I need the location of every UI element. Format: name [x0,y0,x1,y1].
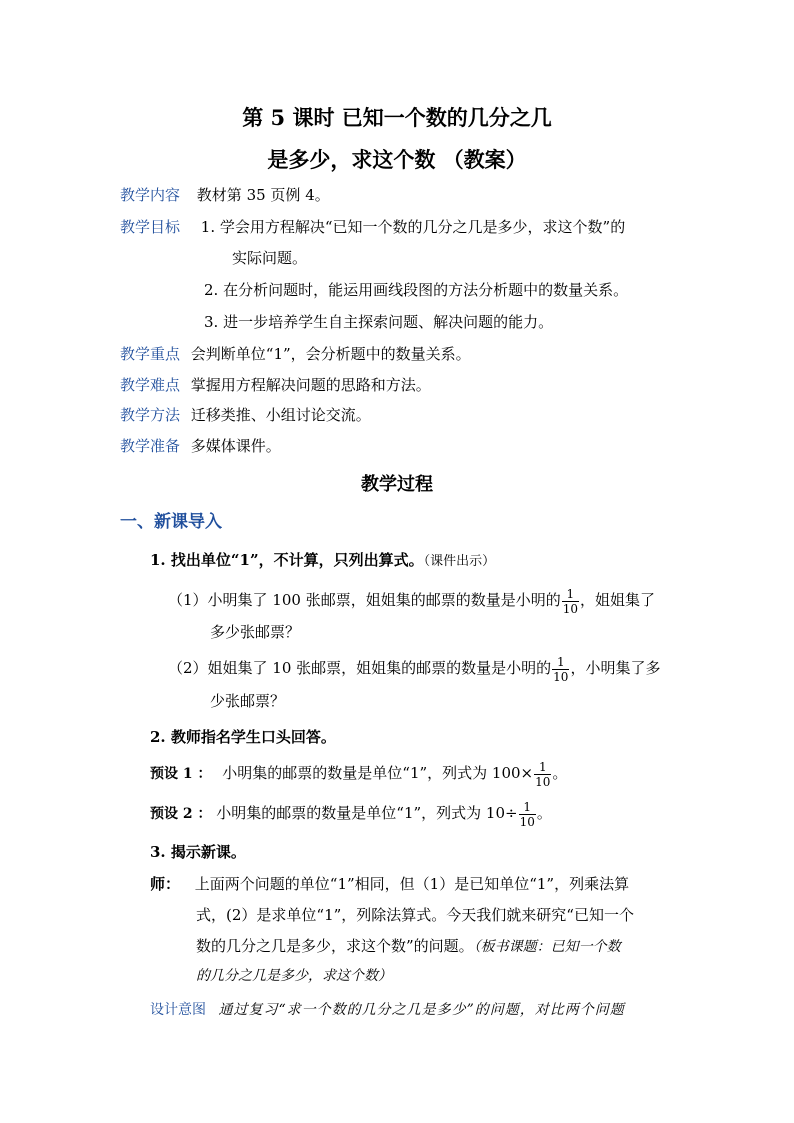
key-text: 会判断单位“1”，会分析题中的数量关系。 [190,345,471,363]
content-row [120,185,330,205]
prep-text: 多媒体课件。 [190,437,281,455]
difficulty-label: 教学难点 [120,376,181,394]
teacher-text-a: 上面两个问题的单位“1”相同，但（1）是已知单位“1”，列乘法算 [194,875,630,893]
method-text: 迁移类推、小组讨论交流。 [190,406,371,424]
fraction-one-tenth [534,760,551,789]
question-2-line-a [168,652,660,684]
fraction-numerator: 1 [556,654,565,669]
process-heading: 教学过程 [361,474,433,495]
item-2-title: 2. 教师指名学生口头回答。 [150,728,336,746]
fraction-denominator: 10 [535,774,551,789]
goal-2: 2. 在分析问题时，能运用画线段图的方法分析题中的数量关系。 [204,281,629,299]
content-label: 教学内容 [120,186,181,204]
teacher-text-c: 数的几分之几是多少，求这个数”的问题。 [196,937,474,955]
item-1 [150,550,495,572]
goal-1-line-b: 实际问题。 [232,249,308,267]
section-1-heading: 一、新课导入 [120,512,222,532]
fraction-one-tenth [552,655,569,684]
goal-1-line-a: 1. 学会用方程解决“已知一个数的几分之几是多少，求这个数”的 [200,218,626,236]
goal-3: 3. 进一步培养学生自主探索问题、解决问题的能力。 [204,313,554,331]
question-1-line-c: 多少张邮票？ [210,623,301,641]
question-2-text-a: （2）姐姐集了 10 张邮票，姐姐集的邮票的数量是小明的 [168,659,552,677]
prep-label: 教学准备 [120,437,181,455]
preset-1-label: 预设 1 ： [150,766,212,782]
design-label: 设计意图 [150,1002,206,1018]
page-title-line-2: 是多少，求这个数 （教案） [267,147,527,172]
preset-1-end: 。 [552,764,568,782]
question-2-line-c: 少张邮票？ [210,692,286,710]
page-title-line-1: 第 5 课时 已知一个数的几分之几 [242,105,552,130]
question-2-text-b: ，小明集了多 [570,659,661,677]
fraction-denominator: 10 [553,669,569,684]
preset-2-text: 小明集的邮票的数量是单位“1”，列式为 10÷ [216,804,518,822]
preset-2-end: 。 [536,804,552,822]
difficulty-row [120,375,431,395]
fraction-numerator: 1 [538,759,547,774]
method-row [120,405,371,425]
goals-label: 教学目标 [120,218,181,236]
teacher-line-c [196,936,621,957]
question-1-text-a: （1）小明集了 100 张邮票，姐姐集的邮票的数量是小明的 [168,591,561,609]
goals-row [120,217,625,237]
teacher-line-d: 的几分之几是多少，求这个数） [196,968,392,984]
method-label: 教学方法 [120,406,181,424]
preset-1 [150,757,567,790]
prep-row [120,436,281,456]
fraction-numerator: 1 [566,586,575,601]
design-intent-row [150,1000,625,1020]
teacher-line-a [150,874,629,894]
teacher-label: 师： [150,875,181,893]
fraction-one-tenth [519,800,536,829]
fraction-denominator: 10 [519,814,535,829]
key-label: 教学重点 [120,345,181,363]
content-text: 教材第 35 页例 4。 [196,186,330,204]
question-1-line-a [168,584,655,616]
preset-2 [150,797,552,830]
fraction-numerator: 1 [523,799,532,814]
teacher-note-c: （板书课题：已知一个数 [473,939,621,955]
fraction-denominator: 10 [562,601,578,616]
fraction-one-tenth [562,587,579,616]
question-1-text-b: ，姐姐集了 [580,591,656,609]
key-row [120,344,471,364]
item-1-title: 1. 找出单位“1”，不计算，只列出算式。 [150,551,424,569]
difficulty-text: 掌握用方程解决问题的思路和方法。 [190,376,431,394]
item-1-note: （课件出示） [423,554,496,569]
teacher-line-b: 式，(2）是求单位“1”，列除法算式。今天我们就来研究“已知一个 [196,906,634,924]
preset-1-text: 小明集的邮票的数量是单位“1”，列式为 100× [222,764,534,782]
design-text: 通过复习“求一个数的几分之几是多少”的问题，对比两个问题 [218,1002,625,1018]
preset-2-label: 预设 2 ： [150,806,212,822]
item-3-title: 3. 揭示新课。 [150,843,246,861]
